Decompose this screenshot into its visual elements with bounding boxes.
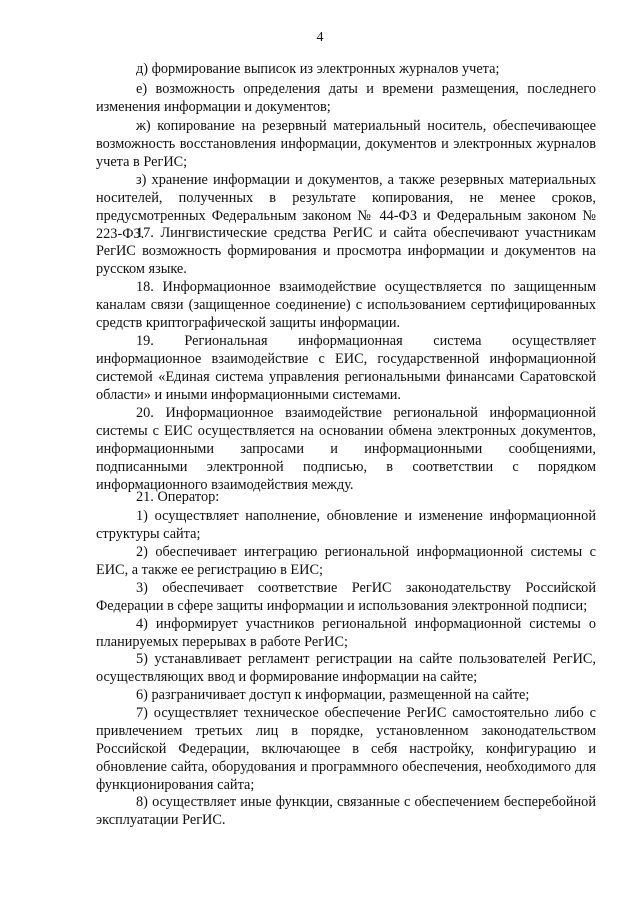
operator-item-7: 7) осуществляет техническое обеспечение РегИС самостоятельно либо с привлечением третьих лиц в порядке, установленном законодательством Российской Федерации, включающее в себя настройку, конфигурацию и обновление сайта, оборудования и программного обеспечения, необходимого для функционирования сайта; — [96, 705, 596, 793]
paragraph-19-interaction: 19. Региональная информационная система осуществляет информационное взаимодействие с ЕИС, государственной информационной системой «Единая система управления региональными финансами Саратовской области» и иными информационными системами. — [96, 333, 596, 403]
paragraph-d-extracts: д) формирование выписок из электронных журналов учета; — [136, 61, 500, 77]
page-number: 4 — [316, 30, 324, 45]
paragraph-e-datetime: е) возможность определения даты и времени размещения, последнего изменения информации и документов; — [96, 81, 596, 115]
operator-item-3: 3) обеспечивает соответствие РегИС законодательству Российской Федерации в сфере защиты информации и использования электронной подписи; — [96, 580, 596, 614]
paragraph-18-channels: 18. Информационное взаимодействие осуществляется по защищенным каналам связи (защищенное соединение) с использованием сертифицированных средств криптографической защиты информации. — [96, 279, 596, 331]
paragraph-21-operator: 21. Оператор: — [136, 489, 220, 505]
operator-item-6: 6) разграничивает доступ к информации, размещенной на сайте; — [136, 687, 530, 703]
operator-item-4: 4) информирует участников региональной информационной системы о планируемых перерывах в работе РегИС; — [96, 616, 596, 650]
paragraph-20-exchange: 20. Информационное взаимодействие региональной информационной системы с ЕИС осуществляется на основании обмена электронных документов, информационными запросами и информационными сообщениями, подписанными электронной подписью, в соответствии с порядком информационного взаимодействия между. — [96, 405, 596, 493]
operator-item-1: 1) осуществляет наполнение, обновление и изменение информационной структуры сайта; — [96, 508, 596, 542]
paragraph-zh-backup: ж) копирование на резервный материальный носитель, обеспечивающее возможность восстановления информации, документов и электронных журналов учета в РегИС; — [96, 118, 596, 170]
operator-item-8: 8) осуществляет иные функции, связанные с обеспечением бесперебойной эксплуатации РегИС. — [96, 794, 596, 828]
operator-item-2: 2) обеспечивает интеграцию региональной информационной системы с ЕИС, а также ее регистрацию в ЕИС; — [96, 544, 596, 578]
paragraph-17-linguistic: 17. Лингвистические средства РегИС и сайта обеспечивают участникам РегИС возможность формирования и просмотра информации и документов на русском языке. — [96, 225, 596, 277]
operator-item-5: 5) устанавливает регламент регистрации на сайте пользователей РегИС, осуществляющих ввод и формирование информации на сайте; — [96, 651, 596, 685]
paragraph-z-storage: з) хранение информации и документов, а также резервных материальных носителей, полученных в результате копирования, не менее сроков, предусмотренных Федеральным законом № 44-ФЗ и Федеральным законом № 223-ФЗ. — [96, 172, 596, 242]
